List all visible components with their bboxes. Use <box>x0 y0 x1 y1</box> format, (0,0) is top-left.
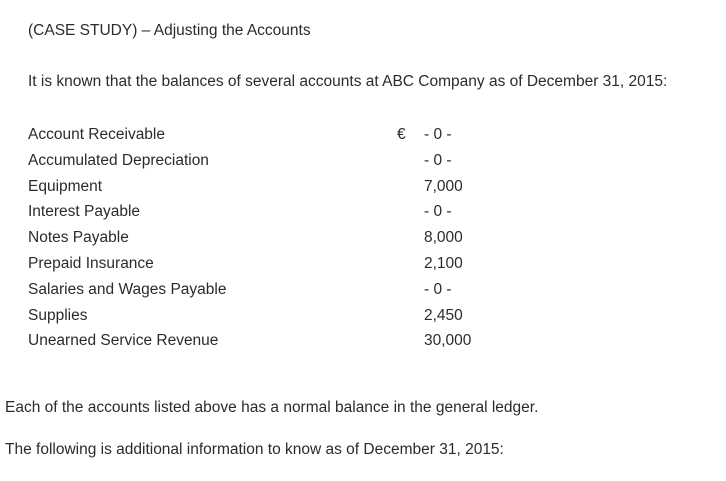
account-balance: - 0 - <box>424 126 452 143</box>
additional-info-heading: The following is additional information to know as of December 31, 2015: <box>5 441 504 458</box>
account-balance: 7,000 <box>424 177 463 195</box>
normal-balance-note: Each of the accounts listed above has a normal balance in the general ledger. <box>5 399 539 416</box>
account-name: Account Receivable <box>28 126 165 143</box>
account-name: Prepaid Insurance <box>28 254 154 272</box>
intro-paragraph: It is known that the balances of several accounts at ABC Company as of December 31, 2015: <box>28 73 668 90</box>
case-study-title: (CASE STUDY) – Adjusting the Accounts <box>28 22 311 39</box>
account-name: Salaries and Wages Payable <box>28 280 227 298</box>
account-balance: - 0 - <box>424 280 452 298</box>
currency-symbol: € <box>397 126 406 143</box>
account-balance: - 0 - <box>424 203 452 221</box>
account-balance: 30,000 <box>424 332 472 350</box>
account-name: Equipment <box>28 177 103 195</box>
account-balance: 2,100 <box>424 254 463 272</box>
account-name: Supplies <box>28 306 88 324</box>
account-name: Notes Payable <box>28 229 129 247</box>
account-balance: - 0 - <box>424 151 452 169</box>
account-balance: 8,000 <box>424 229 463 247</box>
account-name: Interest Payable <box>28 203 141 221</box>
account-name: Accumulated Depreciation <box>28 151 209 169</box>
account-balance: 2,450 <box>424 306 463 324</box>
account-name: Unearned Service Revenue <box>28 332 219 350</box>
